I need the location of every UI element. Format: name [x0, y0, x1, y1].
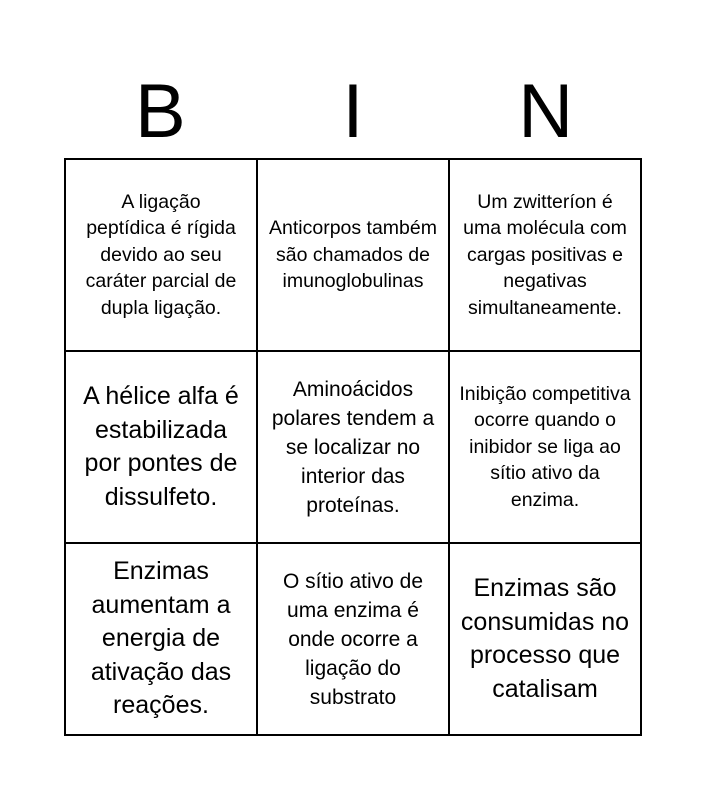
header-letter-n: N: [518, 69, 574, 154]
bingo-cell-r1-c2: [258, 160, 450, 352]
bingo-cell-r1-c3: [450, 160, 642, 352]
cell-text: Enzimas são consumidas no processo que catalisam: [460, 574, 630, 703]
cell-text: Um zwitteríon é uma molécula com cargas positivas e negativas simultaneamente.: [463, 190, 627, 319]
cell-text: Enzimas aumentam a energia de ativação das reações.: [90, 557, 232, 720]
bingo-cell-r3-c3: [450, 544, 642, 736]
cell-text: A ligação peptídica é rígida devido ao seu caráter parcial de dupla ligação.: [85, 190, 237, 319]
bingo-cell-r2-c1: [66, 352, 258, 544]
header-letter-i: I: [342, 69, 364, 154]
bingo-cell-r2-c2: [258, 352, 450, 544]
bingo-cell-r2-c3: [450, 352, 642, 544]
bingo-header: [64, 66, 642, 158]
bingo-cell-r3-c1: [66, 544, 258, 736]
header-letter-b: B: [134, 69, 186, 154]
bingo-cell-r1-c1: [66, 160, 258, 352]
cell-text: A hélice alfa é estabilizada por pontes de dissulfeto.: [83, 382, 239, 511]
cell-text: Anticorpos também são chamados de imunoglobulinas: [269, 217, 437, 293]
cell-text: Inibição competitiva ocorre quando o inibidor se liga ao sítio ativo da enzima.: [459, 382, 631, 511]
bingo-cell-r3-c2: [258, 544, 450, 736]
cell-text: O sítio ativo de uma enzima é onde ocorre a ligação do substrato: [282, 569, 424, 709]
bingo-grid: [64, 158, 642, 736]
cell-text: Aminoácidos polares tendem a se localizar no interior das proteínas.: [271, 377, 435, 517]
